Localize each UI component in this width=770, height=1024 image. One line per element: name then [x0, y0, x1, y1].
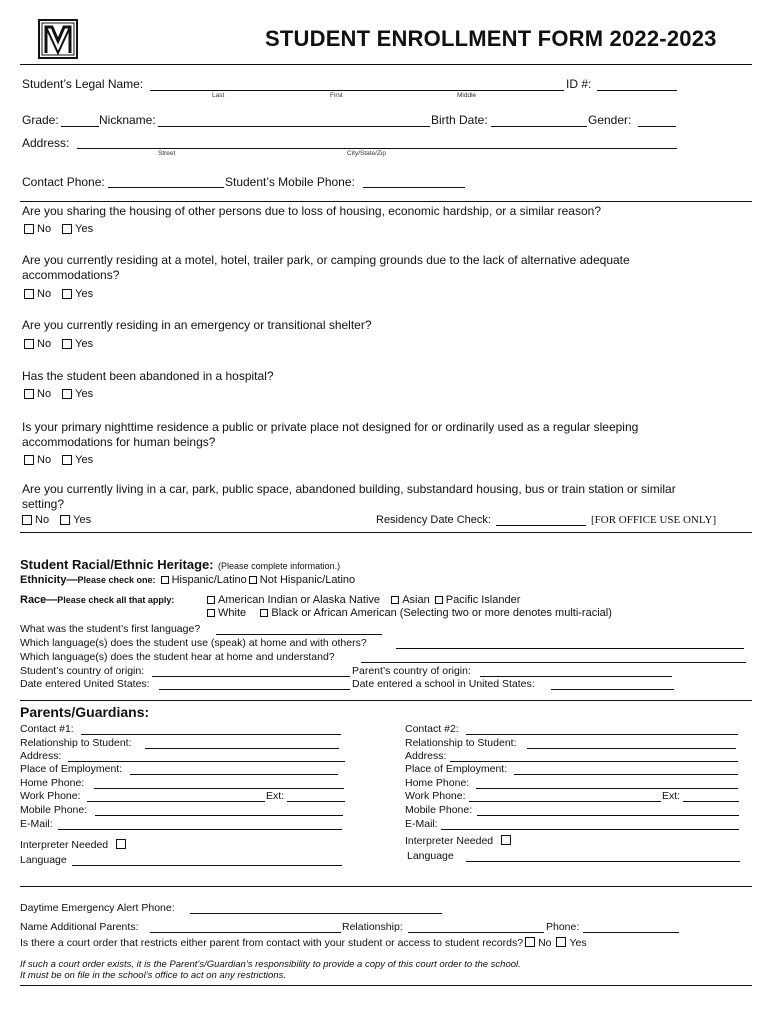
- daytime-emergency-label: Daytime Emergency Alert Phone:: [20, 902, 175, 914]
- date-us-label: Date entered United States:: [20, 678, 150, 690]
- speak-language-field[interactable]: [396, 648, 744, 649]
- housing-options-3: No Yes: [22, 338, 99, 352]
- contact2-ext-label: Ext:: [662, 790, 681, 802]
- middle-name-hint: Middle: [457, 92, 477, 99]
- housing-question-3: Are you currently residing in an emergency or transitional shelter?: [22, 318, 372, 332]
- additional-phone-field[interactable]: [583, 932, 679, 933]
- school-logo-icon: [38, 19, 78, 59]
- contact2-relationship-label: Relationship to Student:: [405, 737, 517, 749]
- contact2-work-phone-field[interactable]: [469, 801, 661, 802]
- legal-name-label: Student’s Legal Name:: [22, 77, 144, 91]
- date-school-field[interactable]: [551, 689, 674, 690]
- nickname-label: Nickname:: [99, 113, 156, 127]
- contact2-employment-label: Place of Employment:: [405, 763, 508, 775]
- heritage-note: (Please complete information.): [218, 561, 341, 571]
- grade-field[interactable]: [61, 126, 99, 127]
- contact1-ext-field[interactable]: [287, 801, 345, 802]
- gender-label: Gender:: [588, 113, 632, 127]
- no-checkbox[interactable]: [22, 515, 32, 525]
- contact1-email-field[interactable]: [58, 829, 342, 830]
- contact1-interpreter-row: Interpreter Needed: [20, 839, 129, 851]
- black-checkbox[interactable]: [260, 609, 268, 617]
- contact2-employment-field[interactable]: [514, 774, 738, 775]
- hear-language-label: Which language(s) does the student hear at home and understand?: [20, 651, 335, 663]
- contact2-home-phone-label: Home Phone:: [405, 777, 470, 789]
- contact1-label: Contact #1:: [20, 723, 74, 735]
- ethnicity-instruction: Please check one:: [77, 575, 156, 585]
- date-school-label: Date entered a school in United States:: [352, 678, 535, 690]
- court-order-note-2: It must be on file in the school’s office to act on any restrictions.: [20, 970, 286, 981]
- additional-phone-label: Phone:: [546, 921, 580, 933]
- ethnicity-row: [20, 574, 355, 586]
- contact2-email-label: E-Mail:: [405, 818, 438, 830]
- street-hint: Street: [158, 150, 176, 157]
- parents-title: Parents/Guardians:: [20, 704, 150, 720]
- contact2-field[interactable]: [466, 734, 738, 735]
- not-hispanic-label: Not Hispanic/Latino: [259, 574, 356, 586]
- contact1-employment-field[interactable]: [130, 774, 338, 775]
- contact1-mobile-label: Mobile Phone:: [20, 804, 88, 816]
- address-label: Address:: [22, 136, 70, 150]
- contact1-language-label: Language: [20, 854, 67, 866]
- housing-question-1: Are you sharing the housing of other persons due to loss of housing, economic hardship, or a similar reason?: [22, 204, 601, 218]
- contact2-mobile-label: Mobile Phone:: [405, 804, 473, 816]
- office-use-note: [FOR OFFICE USE ONLY]: [591, 514, 717, 526]
- gender-field[interactable]: [638, 126, 676, 127]
- additional-relationship-field[interactable]: [408, 932, 544, 933]
- nickname-field[interactable]: [158, 126, 430, 127]
- no-checkbox[interactable]: [24, 455, 34, 465]
- contact1-address-field[interactable]: [68, 761, 345, 762]
- yes-checkbox[interactable]: [62, 455, 72, 465]
- contact2-ext-field[interactable]: [683, 801, 739, 802]
- first-language-field[interactable]: [216, 634, 382, 635]
- contact2-relationship-field[interactable]: [527, 748, 736, 749]
- additional-parents-label: Name Additional Parents:: [20, 921, 139, 933]
- court-yes-checkbox[interactable]: [556, 937, 566, 947]
- country-origin-field[interactable]: [152, 676, 350, 677]
- parents-divider: [20, 700, 752, 701]
- contact2-address-field[interactable]: [450, 761, 738, 762]
- no-checkbox[interactable]: [24, 389, 34, 399]
- contact2-language-label: Language: [407, 850, 454, 862]
- first-name-hint: First: [330, 92, 343, 99]
- mobile-phone-label: Student’s Mobile Phone:: [225, 175, 355, 189]
- contact1-home-phone-label: Home Phone:: [20, 777, 85, 789]
- contact2-interpreter-checkbox[interactable]: [501, 835, 511, 845]
- housing-question-2: Are you currently residing at a motel, hotel, trailer park, or camping grounds due to the lack of alternative adequate accommodations?: [22, 253, 630, 282]
- contact1-language-field[interactable]: [72, 865, 342, 866]
- date-us-field[interactable]: [159, 689, 350, 690]
- id-field[interactable]: [597, 90, 677, 91]
- ethnicity-label: Ethnicity—: [20, 574, 78, 586]
- heritage-header: [20, 556, 340, 574]
- additional-relationship-label: Relationship:: [342, 921, 403, 933]
- contact1-employment-label: Place of Employment:: [20, 763, 123, 775]
- country-origin-label: Student’s country of origin:: [20, 665, 145, 677]
- pacific-islander-checkbox[interactable]: [435, 596, 443, 604]
- housing-options-2: No Yes: [22, 288, 99, 302]
- contact1-ext-label: Ext:: [266, 790, 285, 802]
- parent-country-label: Parent’s country of origin:: [352, 665, 471, 677]
- footer-divider: [20, 985, 752, 986]
- contact2-mobile-field[interactable]: [477, 815, 739, 816]
- no-checkbox[interactable]: [24, 289, 34, 299]
- housing-question-4: Has the student been abandoned in a hospital?: [22, 369, 274, 383]
- emergency-divider: [20, 886, 752, 887]
- yes-checkbox[interactable]: [62, 389, 72, 399]
- contact1-work-phone-label: Work Phone:: [20, 790, 81, 802]
- contact1-mobile-field[interactable]: [95, 815, 343, 816]
- hispanic-checkbox[interactable]: [161, 576, 169, 584]
- contact1-interpreter-checkbox[interactable]: [116, 839, 126, 849]
- contact2-interpreter-row: Interpreter Needed: [405, 835, 514, 847]
- contact1-field[interactable]: [81, 734, 341, 735]
- contact2-home-phone-field[interactable]: [476, 788, 738, 789]
- birth-date-field[interactable]: [491, 126, 587, 127]
- housing-options-4: No Yes: [22, 388, 99, 402]
- contact1-relationship-label: Relationship to Student:: [20, 737, 132, 749]
- housing-question-5: Is your primary nighttime residence a public or private place not designed for or ordinarily used as a regular sleeping accommodations for human beings?: [22, 420, 639, 449]
- additional-parents-field[interactable]: [150, 932, 341, 933]
- city-hint: City/State/Zip: [347, 150, 387, 157]
- hear-language-field[interactable]: [361, 662, 746, 663]
- american-indian-checkbox[interactable]: [207, 596, 215, 604]
- white-checkbox[interactable]: [207, 609, 215, 617]
- grade-label: Grade:: [22, 113, 59, 127]
- birth-date-label: Birth Date:: [431, 113, 488, 127]
- yes-checkbox[interactable]: [60, 515, 70, 525]
- contact1-relationship-field[interactable]: [145, 748, 339, 749]
- housing-options-5: No Yes: [22, 454, 99, 468]
- parent-country-field[interactable]: [480, 676, 672, 677]
- race-instruction: Please check all that apply:: [57, 595, 175, 605]
- housing-divider: [20, 201, 752, 202]
- heritage-title: Student Racial/Ethnic Heritage:: [20, 557, 214, 572]
- court-order-row: Is there a court order that restricts either parent from contact with your student or access to student records? No Yes: [20, 937, 587, 949]
- contact2-work-phone-label: Work Phone:: [405, 790, 466, 802]
- contact1-email-label: E-Mail:: [20, 818, 53, 830]
- yes-checkbox[interactable]: [62, 289, 72, 299]
- contact2-language-field[interactable]: [466, 861, 740, 862]
- court-no-checkbox[interactable]: [525, 937, 535, 947]
- race-options-row-2: White Black or African American (Selecting two or more denotes multi-racial): [205, 607, 612, 619]
- court-order-question: Is there a court order that restricts either parent from contact with your student or access to student records?: [20, 937, 524, 949]
- contact-phone-field[interactable]: [108, 187, 224, 188]
- housing-question-6: Are you currently living in a car, park, public space, abandoned building, substandard housing, bus or train station or similar setting?: [22, 482, 676, 511]
- legal-name-field[interactable]: [150, 90, 564, 91]
- race-label: Race—: [20, 594, 58, 606]
- contact2-email-field[interactable]: [441, 829, 739, 830]
- address-field[interactable]: [77, 148, 677, 149]
- speak-language-label: Which language(s) does the student use (speak) at home and with others?: [20, 637, 367, 649]
- first-language-label: What was the student’s first language?: [20, 623, 201, 635]
- contact1-work-phone-field[interactable]: [87, 801, 265, 802]
- housing-options-1: No Yes: [22, 223, 99, 237]
- contact2-label: Contact #2:: [405, 723, 459, 735]
- residency-date-field[interactable]: [496, 525, 586, 526]
- contact1-home-phone-field[interactable]: [94, 788, 344, 789]
- race-label-row: [20, 594, 174, 606]
- no-checkbox[interactable]: [24, 339, 34, 349]
- contact-phone-label: Contact Phone:: [22, 175, 105, 189]
- mobile-phone-field[interactable]: [363, 187, 465, 188]
- yes-checkbox[interactable]: [62, 339, 72, 349]
- contact1-address-label: Address:: [20, 750, 62, 762]
- daytime-emergency-field[interactable]: [190, 913, 442, 914]
- housing-options-6: No Yes: [20, 514, 97, 528]
- court-order-note-1: If such a court order exists, it is the Parent’s/Guardian’s responsibility to provide a copy of this court order to the school.: [20, 959, 521, 970]
- title-divider: [20, 64, 752, 65]
- no-checkbox[interactable]: [24, 224, 34, 234]
- heritage-divider: [20, 532, 752, 533]
- hispanic-label: Hispanic/Latino: [171, 574, 247, 586]
- yes-checkbox[interactable]: [62, 224, 72, 234]
- form-title: STUDENT ENROLLMENT FORM 2022-2023: [265, 26, 717, 51]
- not-hispanic-checkbox[interactable]: [249, 576, 257, 584]
- last-name-hint: Last: [212, 92, 225, 99]
- id-label: ID #:: [566, 77, 592, 91]
- contact2-address-label: Address:: [405, 750, 447, 762]
- race-options-row-1: American Indian or Alaska Native Asian Pacific Islander: [205, 594, 520, 606]
- asian-checkbox[interactable]: [391, 596, 399, 604]
- residency-date-label: Residency Date Check:: [376, 514, 491, 526]
